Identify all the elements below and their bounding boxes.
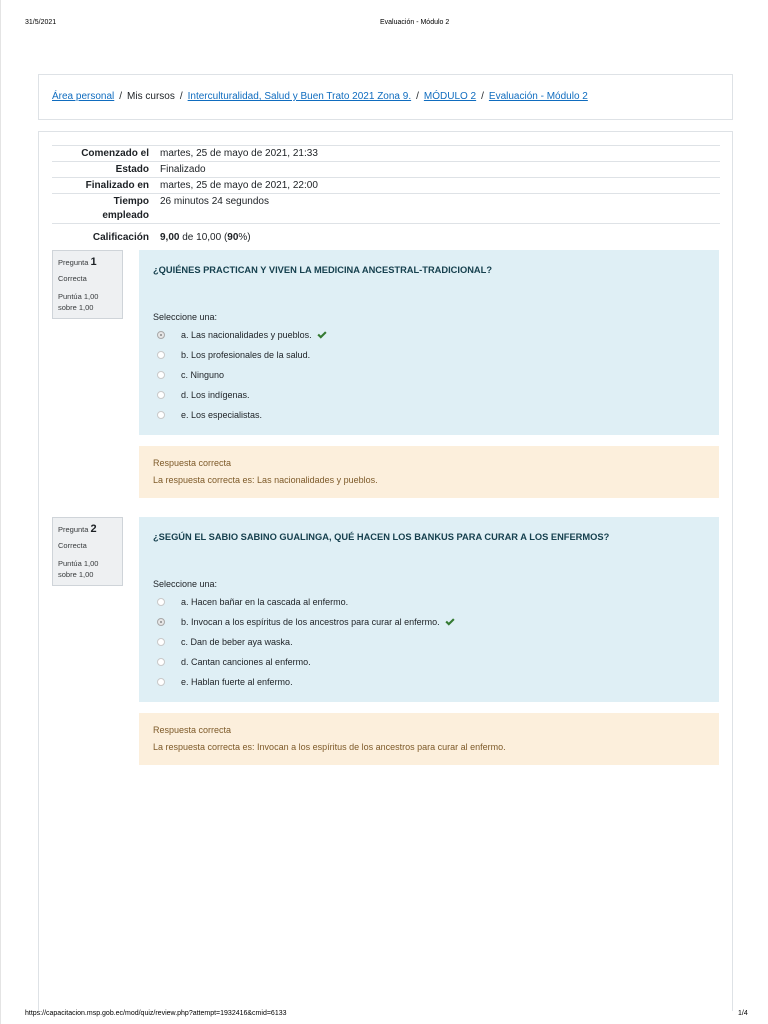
answer-option-label: d. Los indígenas. bbox=[181, 390, 250, 400]
summary-row-started bbox=[52, 145, 720, 161]
answer-option-label: e. Hablan fuerte al enfermo. bbox=[181, 677, 293, 687]
radio-button[interactable] bbox=[157, 371, 165, 379]
summary-value: Finalizado bbox=[160, 164, 206, 175]
summary-label: Comenzado el bbox=[81, 148, 149, 159]
breadcrumb-separator: / bbox=[119, 91, 123, 102]
answer-option[interactable] bbox=[153, 325, 705, 345]
question-number bbox=[58, 523, 117, 536]
answer-prompt: Seleccione una: bbox=[153, 579, 218, 589]
radio-button[interactable] bbox=[157, 678, 165, 686]
answer-option[interactable] bbox=[153, 632, 705, 652]
grade-score: 9,00 bbox=[160, 232, 180, 243]
breadcrumb-area-personal[interactable]: Área personal bbox=[52, 91, 115, 102]
answer-prompt: Seleccione una: bbox=[153, 312, 218, 322]
check-icon bbox=[445, 618, 455, 626]
radio-button[interactable] bbox=[157, 658, 165, 666]
radio-button[interactable] bbox=[157, 411, 165, 419]
answer-list bbox=[153, 592, 705, 692]
summary-value: 26 minutos 24 segundos bbox=[160, 196, 269, 207]
answer-option[interactable] bbox=[153, 612, 705, 632]
summary-label: Estado bbox=[115, 164, 149, 175]
breadcrumb-separator: / bbox=[416, 91, 419, 102]
answer-option[interactable] bbox=[153, 365, 705, 385]
summary-value: martes, 25 de mayo de 2021, 22:00 bbox=[160, 180, 318, 191]
radio-button[interactable] bbox=[157, 638, 165, 646]
summary-row-state bbox=[52, 161, 720, 177]
print-date: 31/5/2021 bbox=[25, 19, 57, 26]
question-text: ¿SEGÚN EL SABIO SABINO GUALINGA, QUÉ HACEN LOS BANKUS PARA CURAR A LOS ENFERMOS? bbox=[153, 532, 610, 542]
summary-label: Finalizado en bbox=[85, 180, 149, 191]
question-formulation bbox=[139, 517, 719, 702]
print-footer-url: https://capacitacion.msp.gob.ec/mod/quiz/review.php?attempt=1932416&cmid=6133 bbox=[25, 1010, 287, 1017]
question-grade: Puntúa 1,00 sobre 1,00 bbox=[58, 559, 99, 579]
summary-row-grade bbox=[52, 223, 720, 251]
question-label: Pregunta bbox=[58, 258, 89, 267]
answer-list bbox=[153, 325, 705, 425]
question-info bbox=[52, 250, 123, 319]
radio-button[interactable] bbox=[157, 351, 165, 359]
answer-option[interactable] bbox=[153, 385, 705, 405]
grade-percent: 90 bbox=[227, 232, 239, 243]
radio-button[interactable] bbox=[157, 331, 165, 339]
question-feedback bbox=[139, 713, 719, 765]
summary-value bbox=[152, 231, 720, 245]
breadcrumb bbox=[38, 74, 733, 120]
answer-option-label: b. Los profesionales de la salud. bbox=[181, 350, 311, 360]
question-text: ¿QUIÉNES PRACTICAN Y VIVEN LA MEDICINA ANCESTRAL-TRADICIONAL? bbox=[153, 265, 492, 275]
feedback-outcome: Respuesta correcta bbox=[153, 458, 232, 468]
question-number bbox=[58, 256, 117, 269]
summary-value: martes, 25 de mayo de 2021, 21:33 bbox=[160, 148, 318, 159]
answer-option-label: d. Cantan canciones al enfermo. bbox=[181, 657, 311, 667]
answer-option-label: c. Dan de beber aya waska. bbox=[181, 637, 293, 647]
grade-percent-suffix: %) bbox=[238, 232, 251, 243]
radio-button[interactable] bbox=[157, 598, 165, 606]
question-info bbox=[52, 517, 123, 586]
question-number-value: 2 bbox=[90, 523, 97, 535]
answer-option-label: a. Hacen bañar en la cascada al enfermo. bbox=[181, 597, 349, 607]
breadcrumb-course[interactable]: Interculturalidad, Salud y Buen Trato 2021 Zona 9. bbox=[187, 91, 412, 102]
page-edge-divider bbox=[0, 0, 1, 1024]
question-grade: Puntúa 1,00 sobre 1,00 bbox=[58, 292, 99, 312]
answer-option[interactable] bbox=[153, 652, 705, 672]
right-answer: La respuesta correcta es: Invocan a los espíritus de los ancestros para curar al enfermo. bbox=[153, 742, 506, 752]
question-number-value: 1 bbox=[90, 256, 97, 268]
question-state: Correcta bbox=[58, 274, 87, 283]
answer-option[interactable] bbox=[153, 405, 705, 425]
breadcrumb-separator: / bbox=[179, 91, 183, 102]
grade-out-of: de 10,00 ( bbox=[179, 232, 228, 243]
answer-option-label: b. Invocan a los espíritus de los ancestros para curar al enfermo. bbox=[181, 617, 440, 627]
question-formulation bbox=[139, 250, 719, 435]
summary-label: Tiempo empleado bbox=[102, 196, 149, 221]
answer-option[interactable] bbox=[153, 345, 705, 365]
summary-label: Calificación bbox=[92, 232, 149, 243]
summary-row-time-taken bbox=[52, 193, 720, 223]
feedback-outcome: Respuesta correcta bbox=[153, 725, 232, 735]
answer-option[interactable] bbox=[153, 672, 705, 692]
breadcrumb-mis-cursos: Mis cursos bbox=[127, 91, 175, 102]
answer-option-label: e. Los especialistas. bbox=[181, 410, 263, 420]
answer-option-label: a. Las nacionalidades y pueblos. bbox=[181, 330, 312, 340]
answer-option-label: c. Ninguno bbox=[181, 370, 225, 380]
attempt-summary-table bbox=[52, 145, 720, 251]
radio-button[interactable] bbox=[157, 391, 165, 399]
breadcrumb-quiz[interactable]: Evaluación - Módulo 2 bbox=[488, 91, 588, 102]
breadcrumb-module[interactable]: MÓDULO 2 bbox=[423, 91, 477, 102]
check-icon bbox=[317, 331, 327, 339]
question-label: Pregunta bbox=[58, 525, 89, 534]
print-title: Evaluación - Módulo 2 bbox=[380, 19, 450, 26]
right-answer: La respuesta correcta es: Las nacionalidades y pueblos. bbox=[153, 475, 378, 485]
print-page-number: 1/4 bbox=[738, 1010, 748, 1017]
summary-row-finished bbox=[52, 177, 720, 193]
radio-button[interactable] bbox=[157, 618, 165, 626]
answer-option[interactable] bbox=[153, 592, 705, 612]
question-state: Correcta bbox=[58, 541, 87, 550]
breadcrumb-separator: / bbox=[481, 91, 484, 102]
question-feedback bbox=[139, 446, 719, 498]
